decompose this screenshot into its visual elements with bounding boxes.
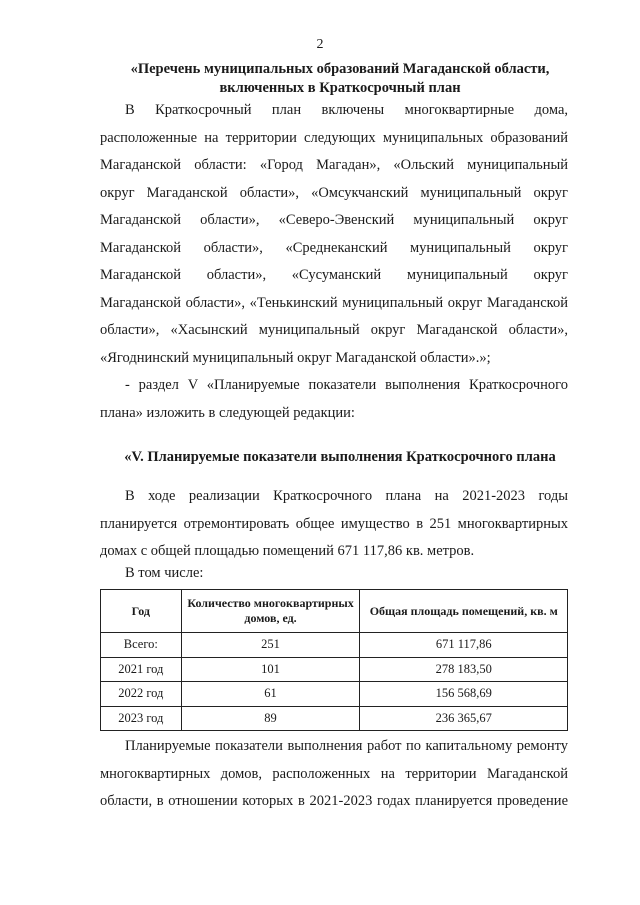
cell-houses: 251 — [181, 633, 360, 658]
header-total-area: Общая площадь помещений, кв. м — [360, 590, 568, 633]
text-line: В Краткосрочный план включены многоквартирные дома, — [125, 102, 568, 118]
including-label-wrap — [100, 560, 568, 588]
title-line: включенных в Краткосрочный план — [219, 80, 461, 96]
text-line: области», «Хасынский муниципальный округ Магаданской области», — [100, 322, 568, 338]
including-label: В том числе: — [125, 565, 204, 581]
cell-area: 278 183,50 — [360, 657, 568, 682]
text-line: округ Магаданской области», «Омсукчанский муниципальный округ — [100, 184, 568, 201]
header-year: Год — [101, 590, 182, 633]
text-line: - раздел V «Планируемые показатели выполнения Краткосрочного — [125, 377, 568, 393]
table-row — [101, 657, 568, 682]
cell-area: 156 568,69 — [360, 682, 568, 707]
text-line: Магаданской области», «Сусуманский муниципальный округ — [100, 267, 568, 283]
text-line: расположенные на территории следующих муниципальных образований — [100, 129, 568, 146]
cell-year: 2023 год — [101, 706, 182, 731]
text-line: Магаданской области», «Северо-Эвенский муниципальный округ — [100, 212, 568, 228]
text-line: «Ягоднинский муниципальный округ Магаданской области».»; — [100, 349, 491, 366]
text-line: многоквартирных домов, расположенных на территории Магаданской — [100, 765, 568, 782]
text-line: Магаданской области: «Город Магадан», «Ольский муниципальный — [100, 157, 568, 173]
cell-area: 236 365,67 — [360, 706, 568, 731]
closing-paragraph — [100, 733, 568, 816]
cell-houses: 61 — [181, 682, 360, 707]
text-line: области, в отношении которых в 2021-2023 годах планируется проведение — [100, 793, 568, 809]
title-line: «Перечень муниципальных образований Магаданской области, — [130, 61, 550, 77]
municipalities-paragraph — [100, 97, 568, 372]
cell-year: Всего: — [101, 633, 182, 658]
amendment-item — [100, 372, 568, 427]
section-title-indicators: «V. Планируемые показатели выполнения Краткосрочного плана — [124, 449, 556, 465]
header-houses-count: Количество многоквартирных домов, ед. — [181, 590, 360, 633]
section-title-municipalities — [60, 60, 620, 98]
cell-year: 2022 год — [101, 682, 182, 707]
table-row — [101, 633, 568, 658]
table-row — [101, 682, 568, 707]
indicators-paragraph — [100, 483, 568, 566]
cell-houses: 101 — [181, 657, 360, 682]
text-line: планируется отремонтировать общее имущество в 251 многоквартирных — [100, 515, 568, 532]
text-line: В ходе реализации Краткосрочного плана на 2021-2023 годы — [125, 488, 568, 504]
text-line: Планируемые показатели выполнения работ по капитальному ремонту — [125, 738, 568, 754]
text-line: Магаданской области», «Тенькинский муниципальный округ Магаданской — [100, 294, 568, 311]
cell-area: 671 117,86 — [360, 633, 568, 658]
page-number: 2 — [316, 37, 324, 52]
text-line: плана» изложить в следующей редакции: — [100, 404, 355, 421]
cell-year: 2021 год — [101, 657, 182, 682]
table-row — [101, 706, 568, 731]
cell-houses: 89 — [181, 706, 360, 731]
text-line: Магаданской области», «Среднеканский муниципальный округ — [100, 239, 568, 256]
indicators-table — [100, 589, 568, 731]
table-header-row — [101, 590, 568, 633]
text-line: домах с общей площадью помещений 671 117,86 кв. метров. — [100, 543, 475, 559]
